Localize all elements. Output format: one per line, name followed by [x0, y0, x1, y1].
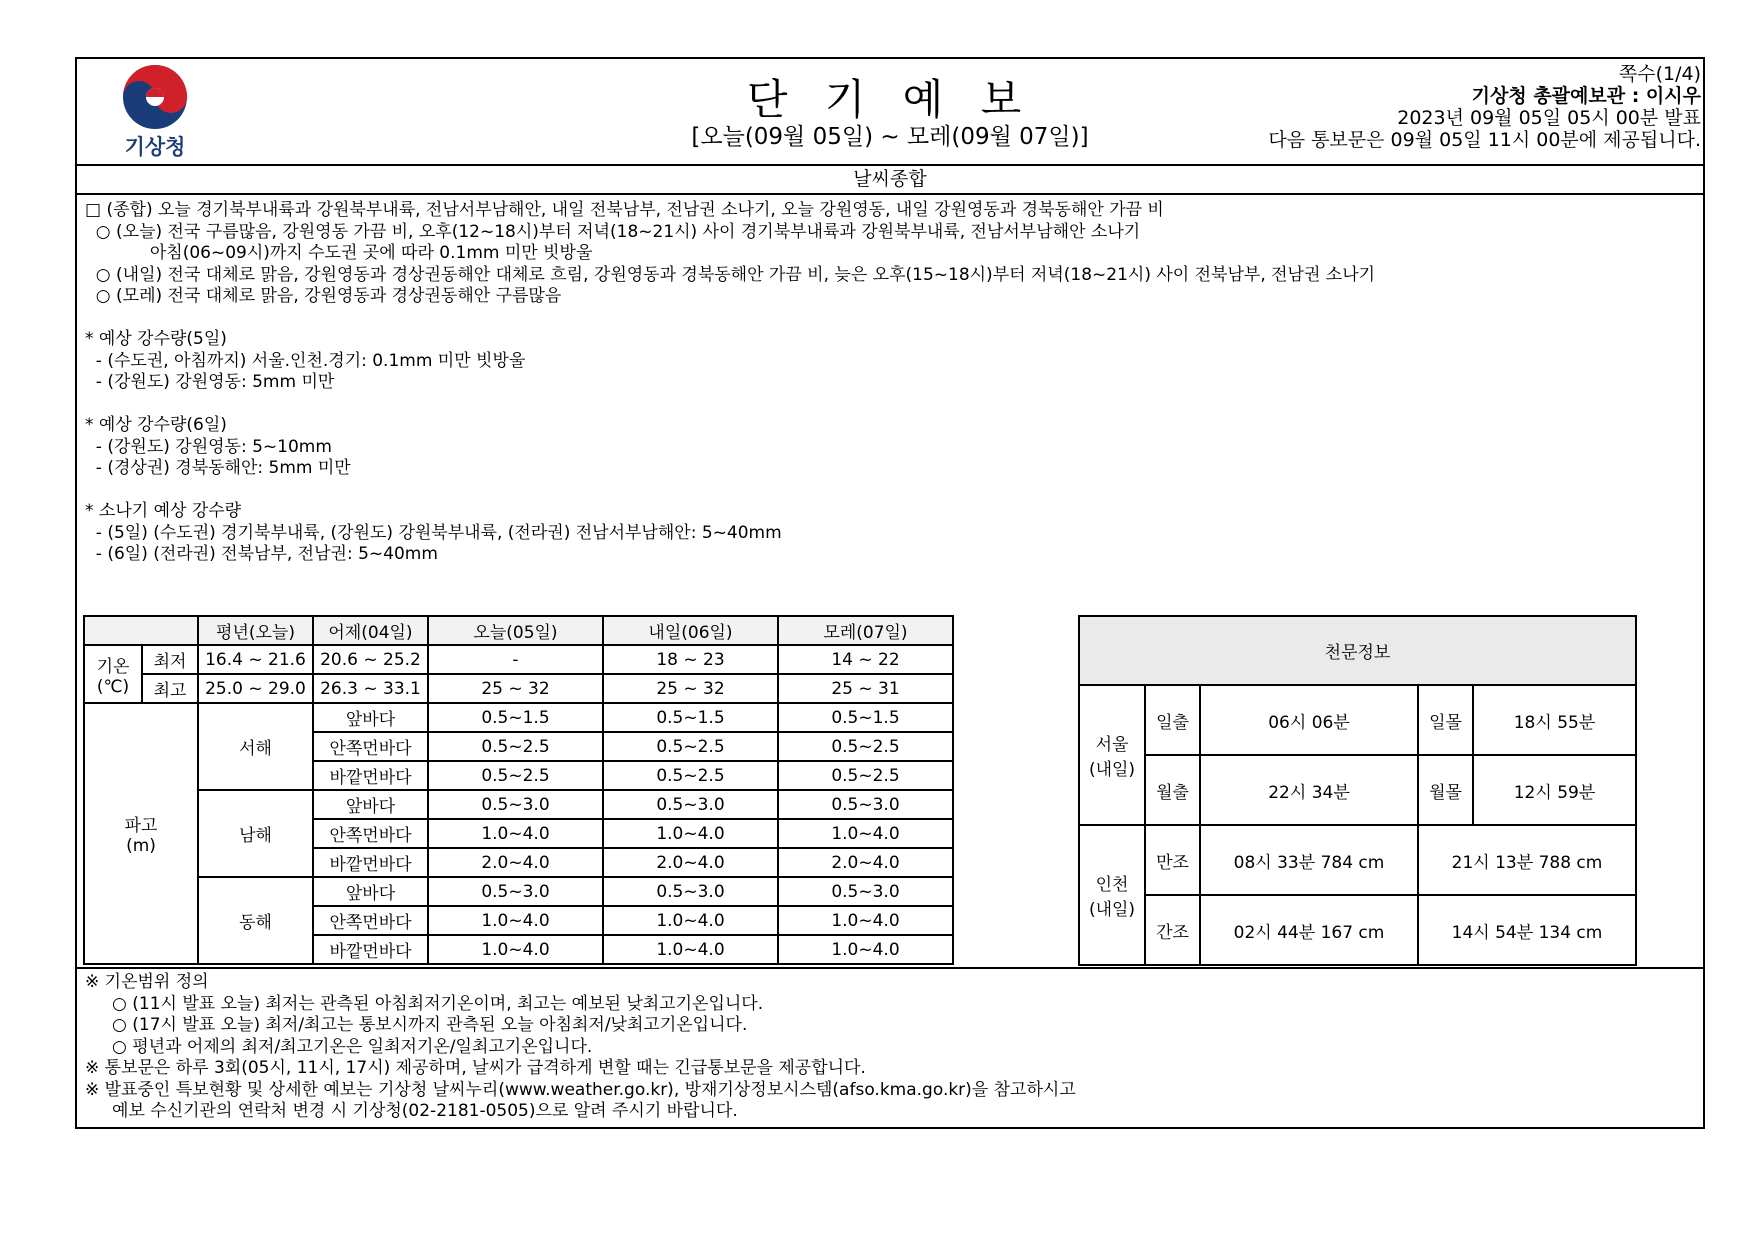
temperature-value: 18 ~ 23 [603, 645, 778, 674]
note-line: 예보 수신기관의 연락처 변경 시 기상청(02-2181-0505)으로 알려 주시기 바랍니다. [85, 1101, 738, 1121]
wave-value: 0.5~2.5 [428, 761, 603, 790]
wave-value: 0.5~3.0 [428, 877, 603, 906]
wave-value: 1.0~4.0 [603, 906, 778, 935]
wave-value: 1.0~4.0 [603, 935, 778, 964]
sunset-label: 일몰 [1418, 685, 1473, 755]
sea-zone: 바깥먼바다 [313, 761, 428, 790]
temperature-value: 16.4 ~ 21.6 [198, 645, 313, 674]
note-line: ○ 평년과 어제의 최저/최고기온은 일최저기온/일최고기온입니다. [85, 1036, 593, 1057]
low-tide-1: 02시 44분 167 cm [1200, 895, 1418, 965]
note-line: ※ 통보문은 하루 3회(05시, 11시, 17시) 제공하며, 날씨가 급격하게 변할 때는 긴급통보문을 제공합니다. [85, 1058, 866, 1078]
weather-summary [85, 200, 1685, 566]
note-line: ○ (11시 발표 오늘) 최저는 관측된 아침최저기온이며, 최고는 예보된 낮최고기온입니다. [85, 993, 764, 1014]
sea-zone: 안쪽먼바다 [313, 819, 428, 848]
low-tide-label: 간조 [1145, 895, 1200, 965]
wave-value: 1.0~4.0 [778, 906, 953, 935]
sea-zone: 바깥먼바다 [313, 848, 428, 877]
wave-value: 2.0~4.0 [603, 848, 778, 877]
sunset-time: 18시 55분 [1473, 685, 1636, 755]
temperature-value: 25 ~ 31 [778, 674, 953, 703]
issue-info [1268, 63, 1701, 151]
temperature-value: 26.3 ~ 33.1 [313, 674, 428, 703]
note-line: ※ 발표중인 특보현황 및 상세한 예보는 기상청 날씨누리(www.weather.go.kr), 방재기상정보시스템(afso.kma.go.kr)을 참고하시고 [85, 1079, 1076, 1100]
wave-value: 2.0~4.0 [428, 848, 603, 877]
table-corner-cell [84, 616, 198, 645]
wave-value: 0.5~2.5 [428, 732, 603, 761]
temperature-label: 기온 [96, 656, 130, 677]
column-header: 오늘(05일) [428, 616, 603, 645]
temperature-row [84, 645, 953, 674]
wave-value: 1.0~4.0 [778, 819, 953, 848]
seoul-day: (내일) [1088, 760, 1136, 780]
column-header: 어제(04일) [313, 616, 428, 645]
wave-value: 0.5~3.0 [778, 877, 953, 906]
forecast-table [83, 615, 954, 965]
sea-zone: 안쪽먼바다 [313, 732, 428, 761]
sunrise-label: 일출 [1145, 685, 1200, 755]
summary-line [85, 308, 1685, 330]
summary-line: - (6일) (전라권) 전북남부, 전남권: 5~40mm [85, 544, 438, 564]
wave-value: 0.5~2.5 [603, 732, 778, 761]
temperature-row [84, 674, 953, 703]
next-issue-time: 다음 통보문은 09월 05일 11시 00분에 제공됩니다. [1268, 129, 1701, 151]
high-tide-label: 만조 [1145, 825, 1200, 895]
column-header: 모레(07일) [778, 616, 953, 645]
temperature-value: 25.0 ~ 29.0 [198, 674, 313, 703]
wave-row [84, 790, 953, 819]
sea-name: 남해 [198, 790, 313, 877]
moonrise-label: 월출 [1145, 755, 1200, 825]
temperature-value: 25 ~ 32 [603, 674, 778, 703]
summary-line: * 예상 강수량(5일) [85, 329, 227, 349]
column-header: 평년(오늘) [198, 616, 313, 645]
summary-line: * 예상 강수량(6일) [85, 415, 227, 435]
summary-line: - (경상권) 경북동해안: 5mm 미만 [85, 458, 351, 478]
temperature-value: 25 ~ 32 [428, 674, 603, 703]
issue-time: 2023년 09월 05일 05시 00분 발표 [1397, 107, 1701, 129]
wave-row [84, 703, 953, 732]
wave-value: 1.0~4.0 [428, 819, 603, 848]
summary-line: □ (종합) 오늘 경기북부내륙과 강원북부내륙, 전남서부남해안, 내일 전북남부, 전남권 소나기, 오늘 강원영동, 내일 강원영동과 경북동해안 가끔 비 [85, 200, 1164, 220]
wave-value: 1.0~4.0 [428, 935, 603, 964]
astronomy-title: 천문정보 [1079, 616, 1636, 685]
summary-line [85, 394, 1685, 416]
wave-value: 0.5~1.5 [778, 703, 953, 732]
wave-label: 파고 [124, 816, 158, 836]
sea-zone: 앞바다 [313, 877, 428, 906]
summary-line: - (강원도) 강원영동: 5~10mm [85, 436, 332, 457]
incheon-day: (내일) [1088, 900, 1136, 920]
document-frame [75, 57, 1705, 1129]
column-header: 내일(06일) [603, 616, 778, 645]
forecaster: 기상청 총괄예보관 : 이시우 [1471, 85, 1701, 107]
sea-zone: 안쪽먼바다 [313, 906, 428, 935]
section-title: 날씨종합 [77, 166, 1703, 195]
notes-divider [77, 967, 1703, 969]
temperature-value: 20.6 ~ 25.2 [313, 645, 428, 674]
wave-label-cell [84, 703, 198, 964]
wave-value: 0.5~2.5 [603, 761, 778, 790]
note-line: ※ 기온범위 정의 [85, 972, 209, 992]
sea-name: 동해 [198, 877, 313, 964]
temperature-type: 최고 [142, 674, 198, 703]
temperature-value: 14 ~ 22 [778, 645, 953, 674]
summary-line: ○ (내일) 전국 대체로 맑음, 강원영동과 경상권동해안 대체로 흐림, 강원영동과 경북동해안 가끔 비, 늦은 오후(15~18시)부터 저녁(18~21시) 사이 전북남부, 전남권 소나기 [85, 264, 1376, 285]
sea-zone: 앞바다 [313, 703, 428, 732]
wave-value: 0.5~3.0 [603, 790, 778, 819]
document-title: 단 기 예 보 [746, 75, 1034, 124]
summary-line: 아침(06~09시)까지 수도권 곳에 따라 0.1mm 미만 빗방울 [85, 243, 593, 263]
moonset-time: 12시 59분 [1473, 755, 1636, 825]
incheon-name: 인천 [1095, 875, 1129, 895]
wave-value: 1.0~4.0 [603, 819, 778, 848]
summary-line: ○ (모레) 전국 대체로 맑음, 강원영동과 경상권동해안 구름많음 [85, 286, 562, 306]
summary-line [85, 480, 1685, 502]
sunrise-time: 06시 06분 [1200, 685, 1418, 755]
summary-line: - (강원도) 강원영동: 5mm 미만 [85, 372, 335, 392]
moonset-label: 월몰 [1418, 755, 1473, 825]
wave-value: 0.5~3.0 [603, 877, 778, 906]
wave-value: 0.5~2.5 [778, 732, 953, 761]
document-header [77, 59, 1703, 166]
notes [85, 972, 1076, 1123]
sea-zone: 바깥먼바다 [313, 935, 428, 964]
wave-unit: (m) [126, 836, 156, 856]
summary-line: - (5일) (수도권) 경기북부내륙, (강원도) 강원북부내륙, (전라권) 전남서부남해안: 5~40mm [85, 522, 782, 543]
summary-line: ○ (오늘) 전국 구름많음, 강원영동 가끔 비, 오후(12~18시)부터 저녁(18~21시) 사이 경기북부내륙과 강원북부내륙, 전남서부남해안 소나기 [85, 221, 1141, 242]
note-line: ○ (17시 발표 오늘) 최저/최고는 통보시까지 관측된 오늘 아침최저/낮최고기온입니다. [85, 1015, 748, 1035]
astronomy-table [1078, 615, 1637, 966]
moonrise-time: 22시 34분 [1200, 755, 1418, 825]
summary-line: - (수도권, 아침까지) 서울.인천.경기: 0.1mm 미만 빗방울 [85, 350, 526, 371]
page-number: 쪽수(1/4) [1618, 63, 1701, 85]
wave-value: 1.0~4.0 [428, 906, 603, 935]
wave-value: 0.5~3.0 [428, 790, 603, 819]
seoul-label [1079, 685, 1145, 825]
temperature-type: 최저 [142, 645, 198, 674]
wave-value: 0.5~3.0 [778, 790, 953, 819]
wave-value: 1.0~4.0 [778, 935, 953, 964]
seoul-name: 서울 [1095, 735, 1129, 755]
wave-value: 0.5~2.5 [778, 761, 953, 790]
incheon-label [1079, 825, 1145, 965]
temperature-label-cell [84, 645, 142, 703]
table-header-row [84, 616, 953, 645]
sea-zone: 앞바다 [313, 790, 428, 819]
document-subtitle: [오늘(09월 05일) ~ 모레(09월 07일)] [691, 124, 1089, 150]
wave-value: 2.0~4.0 [778, 848, 953, 877]
temperature-value: - [428, 645, 603, 674]
temperature-unit: (℃) [96, 676, 130, 697]
wave-row [84, 877, 953, 906]
high-tide-2: 21시 13분 788 cm [1418, 825, 1636, 895]
summary-line: * 소나기 예상 강수량 [85, 501, 242, 521]
wave-value: 0.5~1.5 [428, 703, 603, 732]
wave-value: 0.5~1.5 [603, 703, 778, 732]
logo-text: 기상청 [124, 135, 186, 159]
low-tide-2: 14시 54분 134 cm [1418, 895, 1636, 965]
sea-name: 서해 [198, 703, 313, 790]
high-tide-1: 08시 33분 784 cm [1200, 825, 1418, 895]
